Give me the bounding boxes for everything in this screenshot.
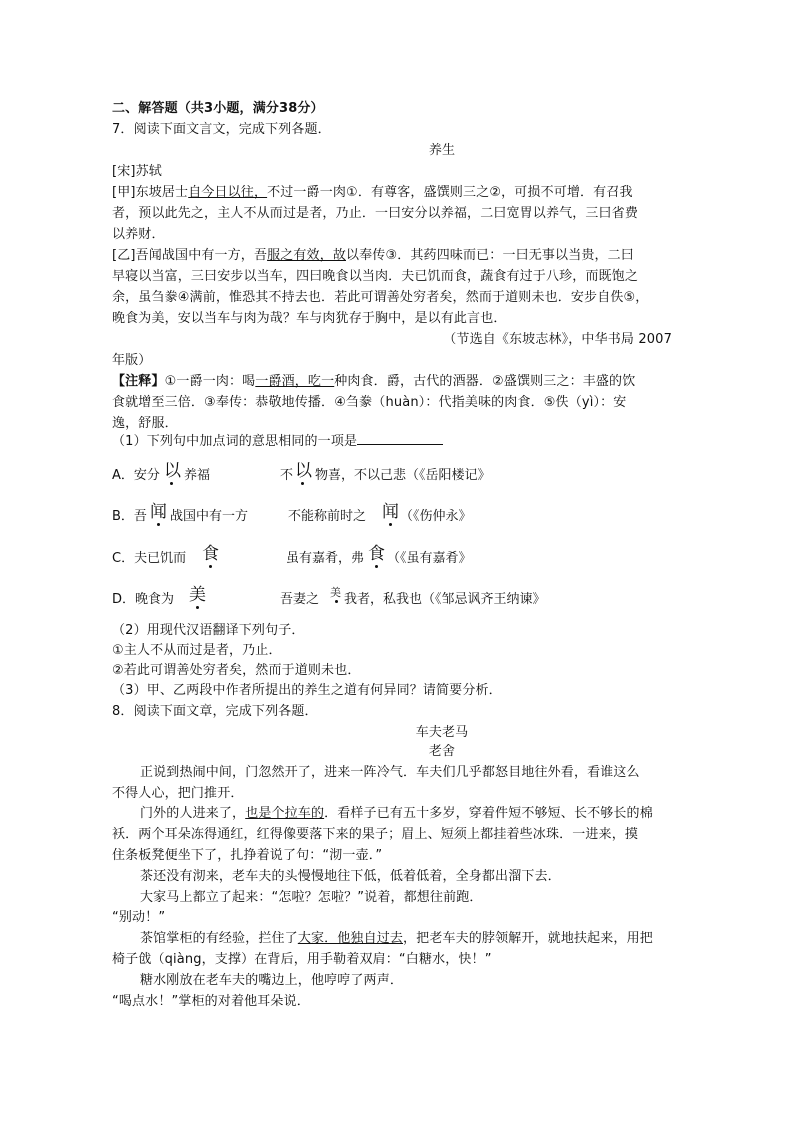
sub-question-1: （1）下列句中加点词的意思相同的一项是	[112, 432, 443, 451]
option-c[interactable]: C．夫已饥而 食 虽有嘉肴，弗 食 （《虽有嘉肴》	[112, 547, 712, 577]
answer-blank[interactable]	[357, 432, 443, 445]
notes-line-1: 【注释】①一爵一肉：喝一爵酒，吃一种肉食．爵，古代的酒器．②盛馔则三之：丰盛的饮	[112, 374, 636, 389]
notes-line-2: 食就增至三倍．③奉传：恭敬地传播．④刍豢（huàn）：代指美味的肉食．⑤佚（yì）：安	[112, 395, 627, 410]
option-a-word-2: 以	[295, 461, 312, 481]
option-a[interactable]: A．安分 以 养福 不 以 物喜，不以己悲（《岳阳楼记》	[112, 464, 712, 494]
q8-prompt: 8．阅读下面文章，完成下列各题．	[112, 704, 318, 719]
yi-line-1: [乙]吾闻战国中有一方，吾服之有效，故以奉传③．其药四味而已：一曰无事以当贵，二曰	[112, 248, 634, 263]
option-b[interactable]: B．吾 闻 战国中有一方 不能称前时之 闻 （《伤仲永》	[112, 505, 712, 535]
yi-line-3: 余，虽刍豢④满前，惟恐其不持去也．若此可谓善处穷者矣，然而于道则未也．安步自佚⑤，	[112, 290, 649, 305]
q8-line-6: 茶还没有沏来，老车夫的头慢慢地往下低，低着低着，全身都出溜下去．	[140, 869, 561, 884]
q7-author: [宋]苏轼	[112, 164, 162, 179]
q7-prompt: 7．阅读下面文言文，完成下列各题．	[112, 122, 331, 137]
notes-line-3: 逸，舒服．	[112, 416, 178, 431]
section-header: 二、解答题（共3小题，满分38分）	[112, 101, 324, 116]
q8-line-12: “喝点水！”掌柜的对着他耳朵说．	[112, 994, 310, 1009]
q8-title: 车夫老马	[415, 725, 469, 740]
q8-line-10: 椅子戗（qiàng，支撑）在背后，用手勒着双肩：“白糖水，快！”	[112, 952, 492, 967]
option-b-word-2: 闻	[382, 502, 399, 522]
jia-line-3: 以养财．	[112, 227, 165, 242]
yi-line-4: 晚食为美，安以当车与肉为哉？车与肉犹存于胸中，是以有此言也．	[112, 311, 507, 326]
emphasis-dot	[389, 523, 392, 526]
option-d-word-2: 美	[330, 586, 341, 599]
translate-1: ①主人不从而过是者，乃止．	[112, 643, 282, 658]
option-d-word-1: 美	[189, 585, 206, 605]
jia-line-2: 者，预以此先之，主人不从而过是者，乃止．一曰安分以养福，二曰宽胃以养气，三曰省费	[112, 206, 639, 221]
emphasis-dot	[157, 523, 160, 526]
q8-line-9: 茶馆掌柜的有经验，拦住了大家．他独自过去，把老车夫的脖领解开，就地扶起来，用把	[140, 931, 653, 946]
sub-question-2: （2）用现代汉语翻译下列句子．	[112, 623, 305, 638]
source-line-2: 年版）	[112, 353, 152, 368]
translate-2: ②若此可谓善处穷者矣，然而于道则未也．	[112, 663, 361, 678]
jia-line-1: [甲]东坡居士自今日以往，不过一爵一肉①．有尊客，盛馔则三之②，可损不可增．有召我	[112, 185, 633, 200]
q8-line-4: 袄．两个耳朵冻得通红，红得像要落下来的果子；眉上、短须上都挂着些冰珠．一进来，摸	[112, 827, 639, 842]
option-b-word-1: 闻	[150, 502, 167, 522]
q8-line-2: 不得人心，把门推开．	[112, 786, 244, 801]
q8-line-11: 糖水刚放在老车夫的嘴边上，他哼哼了两声．	[140, 973, 404, 988]
emphasis-dot	[170, 482, 173, 485]
emphasis-dot	[209, 565, 212, 568]
emphasis-dot	[335, 600, 338, 603]
q8-line-7: 大家马上都立了起来：“怎啦？怎啦？”说着，都想往前跑．	[140, 890, 483, 905]
emphasis-dot	[196, 606, 199, 609]
option-c-word-2: 食	[368, 544, 385, 564]
source-line-1: （节选自《东坡志林》，中华书局 2007	[443, 332, 672, 347]
option-a-word-1: 以	[164, 461, 181, 481]
q8-author: 老舍	[428, 744, 456, 759]
q8-line-8: “别动！”	[112, 910, 166, 925]
q7-title: 养生	[428, 143, 456, 158]
yi-line-2: 早寝以当富，三曰安步以当车，四曰晚食以当肉．夫已饥而食，蔬食有过于八珍，而既饱之	[112, 269, 639, 284]
emphasis-dot	[375, 565, 378, 568]
q8-line-3: 门外的人进来了，也是个拉车的．看样子已有五十多岁，穿着件短不够短、长不够长的棉	[140, 806, 653, 821]
q8-line-1: 正说到热闹中间，门忽然开了，进来一阵冷气．车夫们几乎都怒目地往外看，看谁这么	[140, 765, 640, 780]
option-c-word-1: 食	[202, 544, 219, 564]
sub-question-3: （3）甲、乙两段中作者所提出的养生之道有何异同？请简要分析．	[112, 683, 502, 698]
option-d[interactable]: D．晚食为 美 吾妻之 美 我者，私我也（《邹忌讽齐王纳谏》	[112, 588, 712, 618]
q8-line-5: 住条板凳便坐下了，扎挣着说了句：“沏一壶．”	[112, 848, 383, 863]
emphasis-dot	[301, 482, 304, 485]
